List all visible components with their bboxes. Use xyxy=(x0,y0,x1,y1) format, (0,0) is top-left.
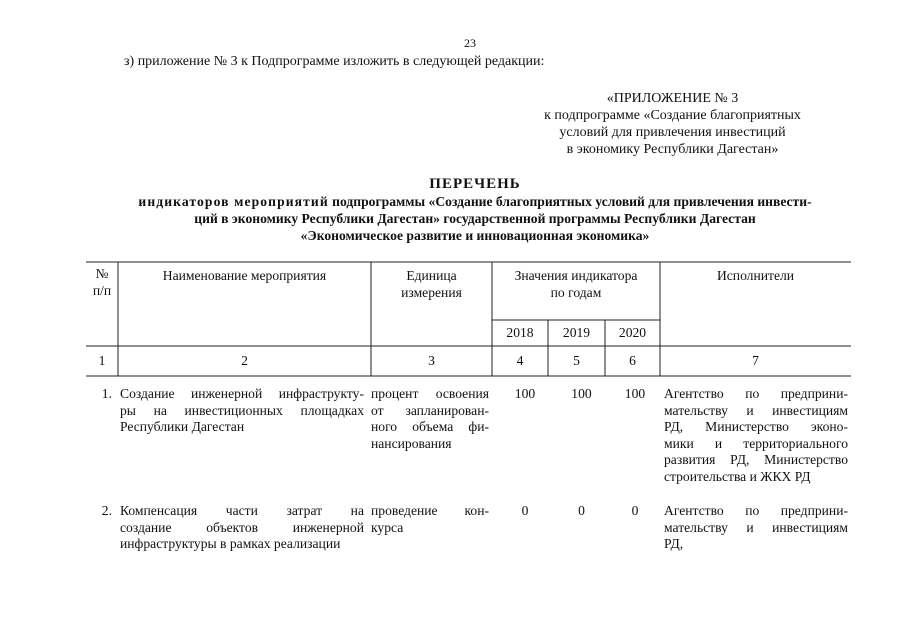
appendix-line: к подпрограмме «Создание благоприятных xyxy=(544,108,801,123)
header-num xyxy=(86,266,118,299)
row-name-line: Компенсация части затрат на xyxy=(120,503,364,518)
row-name-line: инфраструктуры в рамках реализации xyxy=(120,536,341,551)
row-unit-line: проведение кон- xyxy=(371,503,489,518)
row-name-line: Республики Дагестан xyxy=(120,419,245,434)
row-executors-line: Агентство по предприни- xyxy=(664,503,848,518)
title-rest-part: подпрограммы «Создание благоприятных условий для привлечения инвести- xyxy=(328,194,812,209)
header-year-2020: 2020 xyxy=(618,325,647,340)
page-number: 23 xyxy=(464,36,476,50)
row-num: 1. xyxy=(101,386,112,401)
header-values xyxy=(492,268,660,301)
row-executors-line: развития РД, Министерство xyxy=(664,452,848,467)
header-values-line: Значения индикатора xyxy=(514,268,638,283)
row-unit xyxy=(371,503,489,536)
header-year-2019: 2019 xyxy=(562,325,591,340)
row-value-2020: 100 xyxy=(624,386,646,401)
col-number: 5 xyxy=(573,353,580,368)
header-num-line: п/п xyxy=(92,282,112,298)
header-values-line: по годам xyxy=(550,284,602,300)
row-executors xyxy=(664,503,848,553)
row-name xyxy=(120,386,364,436)
header-num-line: № xyxy=(95,266,109,281)
row-value-2019: 0 xyxy=(578,503,585,518)
title-line: ПЕРЕЧЕНЬ xyxy=(429,176,521,192)
row-executors-line: мательству и инвестициям xyxy=(664,402,848,418)
appendix-line: условий для привлечения инвестиций xyxy=(559,125,786,140)
col-number: 7 xyxy=(752,353,759,368)
row-executors xyxy=(664,386,848,485)
header-executors-text: Исполнители xyxy=(716,268,795,283)
row-name-line: ры на инвестиционных площадках xyxy=(120,402,364,418)
header-unit-line: измерения xyxy=(401,284,462,300)
header-name xyxy=(118,268,371,285)
row-name xyxy=(120,503,364,553)
appendix-line: «ПРИЛОЖЕНИЕ № 3 xyxy=(606,91,739,106)
title-spaced-part: индикаторов мероприятий xyxy=(138,194,329,209)
row-unit-line: нансирования xyxy=(371,435,452,451)
row-value-2018: 0 xyxy=(521,503,529,518)
row-executors-line: мики и территориального xyxy=(664,435,848,451)
title-line: ций в экономику Республики Дагестан» государственной программы Республики Дагестан xyxy=(194,211,756,226)
row-executors-line: Агентство по предприни- xyxy=(664,386,848,401)
row-value-2018: 100 xyxy=(514,386,536,401)
col-number: 4 xyxy=(516,353,524,368)
title-line: «Экономическое развитие и инновационная экономика» xyxy=(300,228,650,243)
row-unit-line: от запланирован- xyxy=(371,402,489,418)
intro-text: з) приложение № 3 к Подпрограмме изложить в следующей редакции: xyxy=(124,54,545,69)
row-value-2020: 0 xyxy=(631,503,639,518)
header-executors xyxy=(660,268,851,285)
col-number: 2 xyxy=(241,353,248,368)
row-executors-line: РД, Министерство эконо- xyxy=(664,419,848,434)
header-unit xyxy=(371,268,492,301)
header-year-2018: 2018 xyxy=(506,325,534,340)
appendix-line: в экономику Республики Дагестан» xyxy=(566,142,779,157)
row-name-line: создание объектов инженерной xyxy=(120,519,364,535)
header-unit-line: Единица xyxy=(406,268,457,283)
row-unit-line: процент освоения xyxy=(371,386,489,401)
col-number: 1 xyxy=(98,353,106,368)
col-number: 6 xyxy=(629,353,636,368)
row-executors-line: мательству и инвестициям xyxy=(664,519,848,535)
row-value-2019: 100 xyxy=(571,386,592,401)
row-unit-line: ного объема фи- xyxy=(371,419,489,434)
row-num: 2. xyxy=(101,503,112,518)
row-name-line: Создание инженерной инфраструкту- xyxy=(120,386,364,401)
row-unit-line: курса xyxy=(371,519,404,535)
col-number: 3 xyxy=(428,353,435,368)
header-name-text: Наименование мероприятия xyxy=(162,268,327,283)
row-executors-line: РД, xyxy=(664,536,684,551)
row-unit xyxy=(371,386,489,452)
row-executors-line: строительства и ЖКХ РД xyxy=(664,468,811,484)
